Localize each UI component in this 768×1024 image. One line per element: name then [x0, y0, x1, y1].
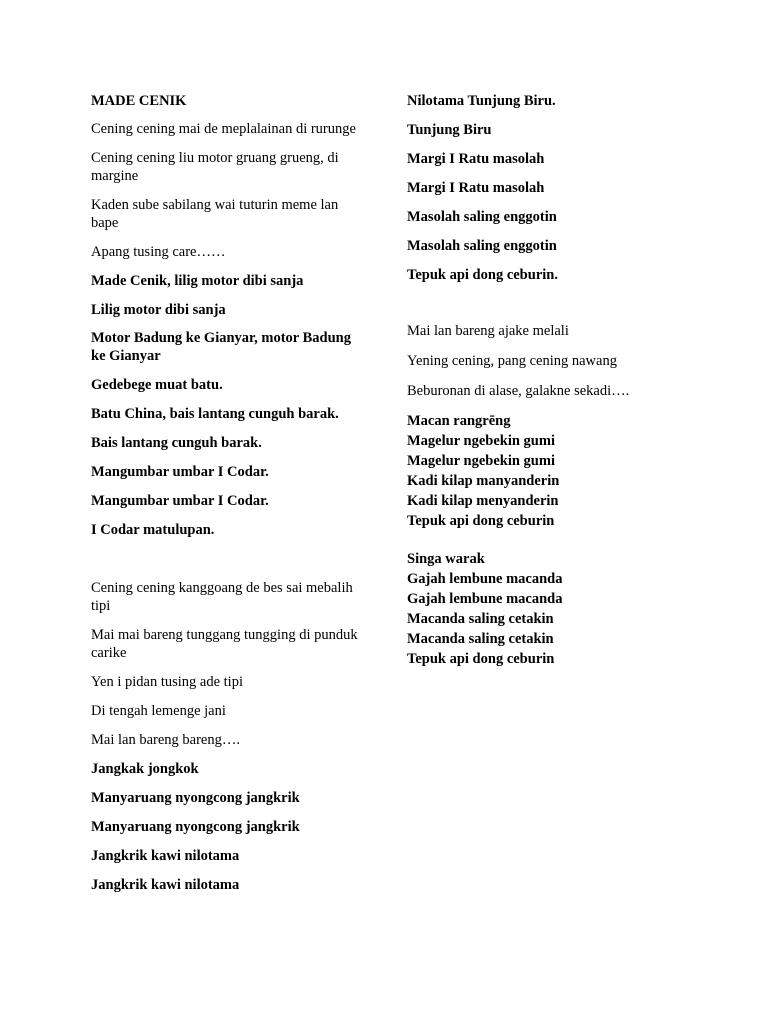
lyric-line-bold: Tepuk api dong ceburin — [407, 651, 555, 667]
lyric-line-bold: Singa warak — [407, 551, 485, 567]
lyric-line: Di tengah lemenge jani — [91, 703, 226, 719]
lyric-line-bold: Mangumbar umbar I Codar. — [91, 493, 269, 509]
lyric-line: Yening cening, pang cening nawang — [407, 353, 617, 369]
lyric-line-bold: Batu China, bais lantang cunguh barak. — [91, 406, 339, 422]
lyric-line-bold: Magelur ngebekin gumi — [407, 453, 555, 469]
lyric-line: Mai lan bareng ajake melali — [407, 323, 569, 339]
lyric-line: Mai lan bareng bareng…. — [91, 732, 240, 748]
lyric-line-bold: Tepuk api dong ceburin — [407, 513, 555, 529]
lyric-line-bold: Bais lantang cunguh barak. — [91, 435, 262, 451]
right-column — [407, 92, 707, 668]
lyric-line: Apang tusing care…… — [91, 244, 226, 260]
lyric-line-bold: I Codar matulupan. — [91, 522, 215, 538]
lyric-line-bold: Gajah lembune macanda — [407, 591, 563, 607]
lyric-line: Kaden sube sabilang wai tuturin meme lan bape — [91, 197, 339, 231]
lyric-line-bold: Jangkrik kawi nilotama — [91, 877, 240, 893]
lyric-line-bold: Mangumbar umbar I Codar. — [91, 464, 269, 480]
lyric-line-bold: Jangkak jongkok — [91, 761, 199, 777]
lyric-line-bold: Kadi kilap menyanderin — [407, 493, 559, 509]
lyric-line-bold: Magelur ngebekin gumi — [407, 433, 555, 449]
lyric-line-bold: Masolah saling enggotin — [407, 238, 557, 254]
lyric-line-bold: Tunjung Biru — [407, 122, 492, 138]
lyric-line-bold: Lilig motor dibi sanja — [91, 302, 226, 318]
left-column — [91, 92, 361, 894]
lyric-line-bold: Macan rangrēng — [407, 413, 511, 429]
lyric-line-bold: Kadi kilap manyanderin — [407, 473, 560, 489]
lyric-line-bold: Manyaruang nyongcong jangkrik — [91, 790, 300, 806]
lyric-line-bold: Jangkrik kawi nilotama — [91, 848, 240, 864]
lyric-line-bold: Macanda saling cetakin — [407, 631, 554, 647]
lyric-line: Cening cening kanggoang de bes sai mebalih tipi — [91, 580, 353, 614]
lyric-line: Beburonan di alase, galakne sekadi…. — [407, 383, 630, 399]
lyric-line: Cening cening mai de meplalainan di rurunge — [91, 121, 356, 137]
lyric-line-bold: Made Cenik, lilig motor dibi sanja — [91, 273, 304, 289]
lyric-line-bold: Gajah lembune macanda — [407, 571, 563, 587]
lyric-line: Yen i pidan tusing ade tipi — [91, 674, 243, 690]
lyric-line-bold: Gedebege muat batu. — [91, 377, 223, 393]
lyric-line-bold: Margi I Ratu masolah — [407, 151, 545, 167]
lyric-line-bold: Tepuk api dong ceburin. — [407, 267, 558, 283]
lyric-line-bold: Manyaruang nyongcong jangkrik — [91, 819, 300, 835]
lyric-line-bold: Motor Badung ke Gianyar, motor Badung ke Gianyar — [91, 330, 351, 364]
lyric-line: Mai mai bareng tunggang tungging di punduk carike — [91, 627, 358, 661]
lyric-line-bold: Masolah saling enggotin — [407, 209, 557, 225]
lyric-line-bold: Nilotama Tunjung Biru. — [407, 93, 556, 109]
lyric-line-bold: Macanda saling cetakin — [407, 611, 554, 627]
lyric-line-bold: Margi I Ratu masolah — [407, 180, 545, 196]
lyric-line: Cening cening liu motor gruang grueng, di margine — [91, 150, 339, 184]
lyric-line-bold: MADE CENIK — [91, 93, 187, 109]
